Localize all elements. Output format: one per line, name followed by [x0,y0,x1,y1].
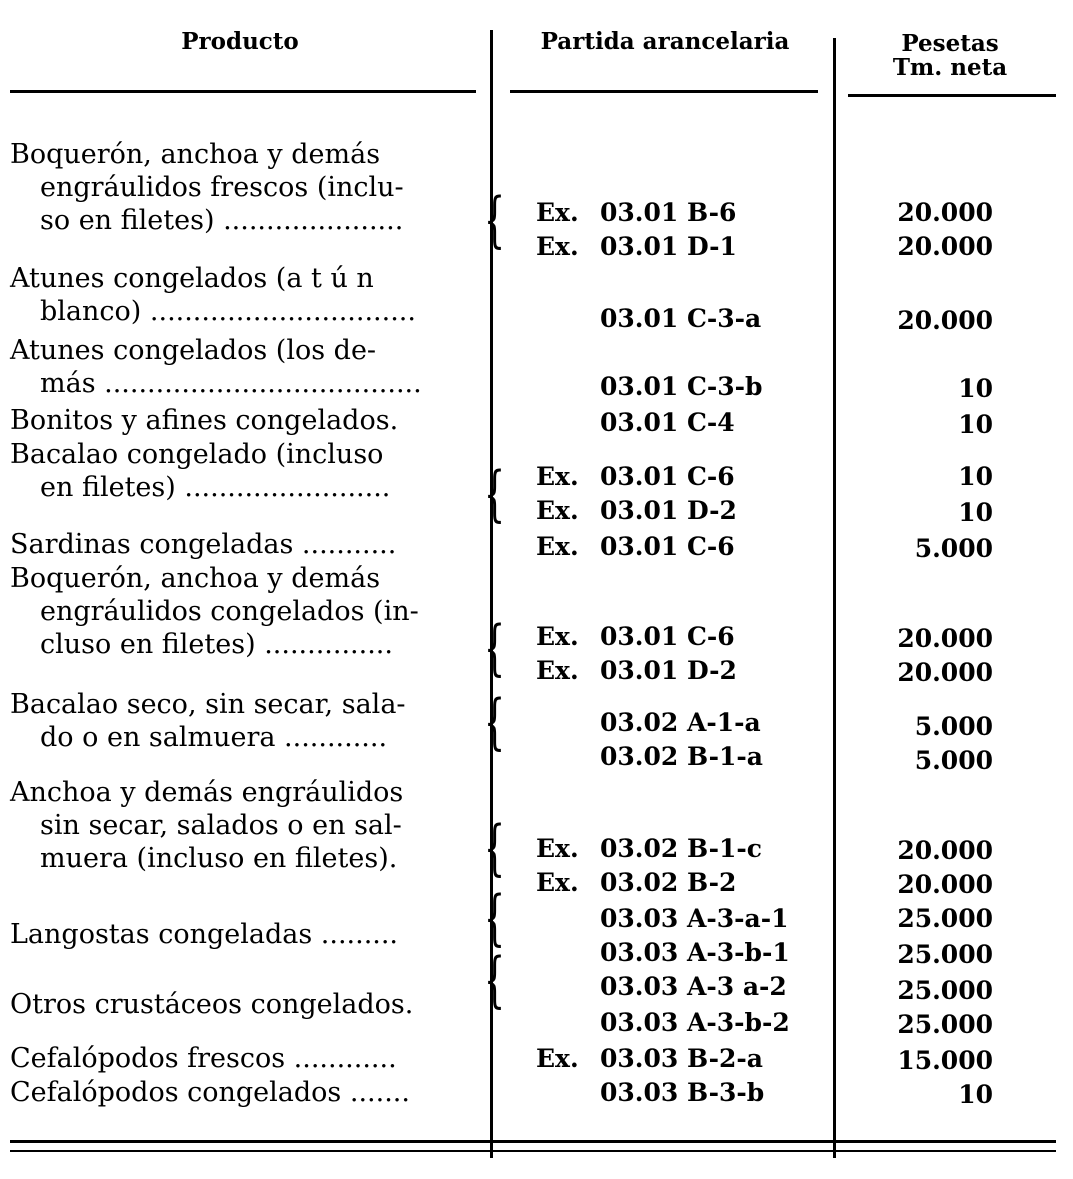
brace-group-4: { [484,687,506,757]
brace-group-7: { [484,945,506,1015]
product-sardinas: Sardinas congeladas ........... [10,529,397,560]
brace-group-1: { [484,185,506,255]
product-boqueron-congelados: Boquerón, anchoa y demás engráulidos congelados (in- cluso en filetes) ............... [10,563,419,660]
header-rule-product [10,90,476,93]
header-pesetas-line1: Pesetas [901,30,999,57]
header-pesetas-line2: Tm. neta [892,54,1008,81]
bottom-rule-1 [10,1140,1056,1143]
brace-group-6: { [484,883,506,953]
header-product: Producto [181,28,299,55]
header-partida: Partida arancelaria [540,28,790,55]
brace-group-5: { [484,813,506,883]
bottom-rule-2 [10,1150,1056,1152]
header-rule-pesetas [848,94,1056,97]
product-cefalopodos-congelados: Cefalópodos congelados ....... [10,1077,410,1108]
product-atunes-blanco: Atunes congelados (a t ú n blanco) ............................... [10,263,416,327]
product-bacalao-seco: Bacalao seco, sin secar, sala- do o en salmuera ............ [10,689,406,753]
product-cefalopodos-frescos: Cefalópodos frescos ............ [10,1043,397,1074]
product-atunes-demas: Atunes congelados (los de- más ..................................... [10,335,422,399]
product-anchoa-salados: Anchoa y demás engráulidos sin secar, salados o en sal- muera (incluso en filetes). [10,777,404,874]
product-bacalao-congelado: Bacalao congelado (incluso en filetes) ........................ [10,439,391,503]
product-otros-crustaceos: Otros crustáceos congelados. [10,989,414,1020]
brace-group-3: { [484,613,506,683]
product-bonitos: Bonitos y afines congelados. [10,405,399,436]
header-rule-partida [510,90,818,93]
brace-group-2: { [484,459,506,529]
product-langostas: Langostas congeladas ......... [10,919,399,950]
column-divider-2 [833,38,836,1158]
product-boqueron-frescos: Boquerón, anchoa y demás engráulidos frescos (inclu- so en filetes) ..................... [10,139,404,236]
